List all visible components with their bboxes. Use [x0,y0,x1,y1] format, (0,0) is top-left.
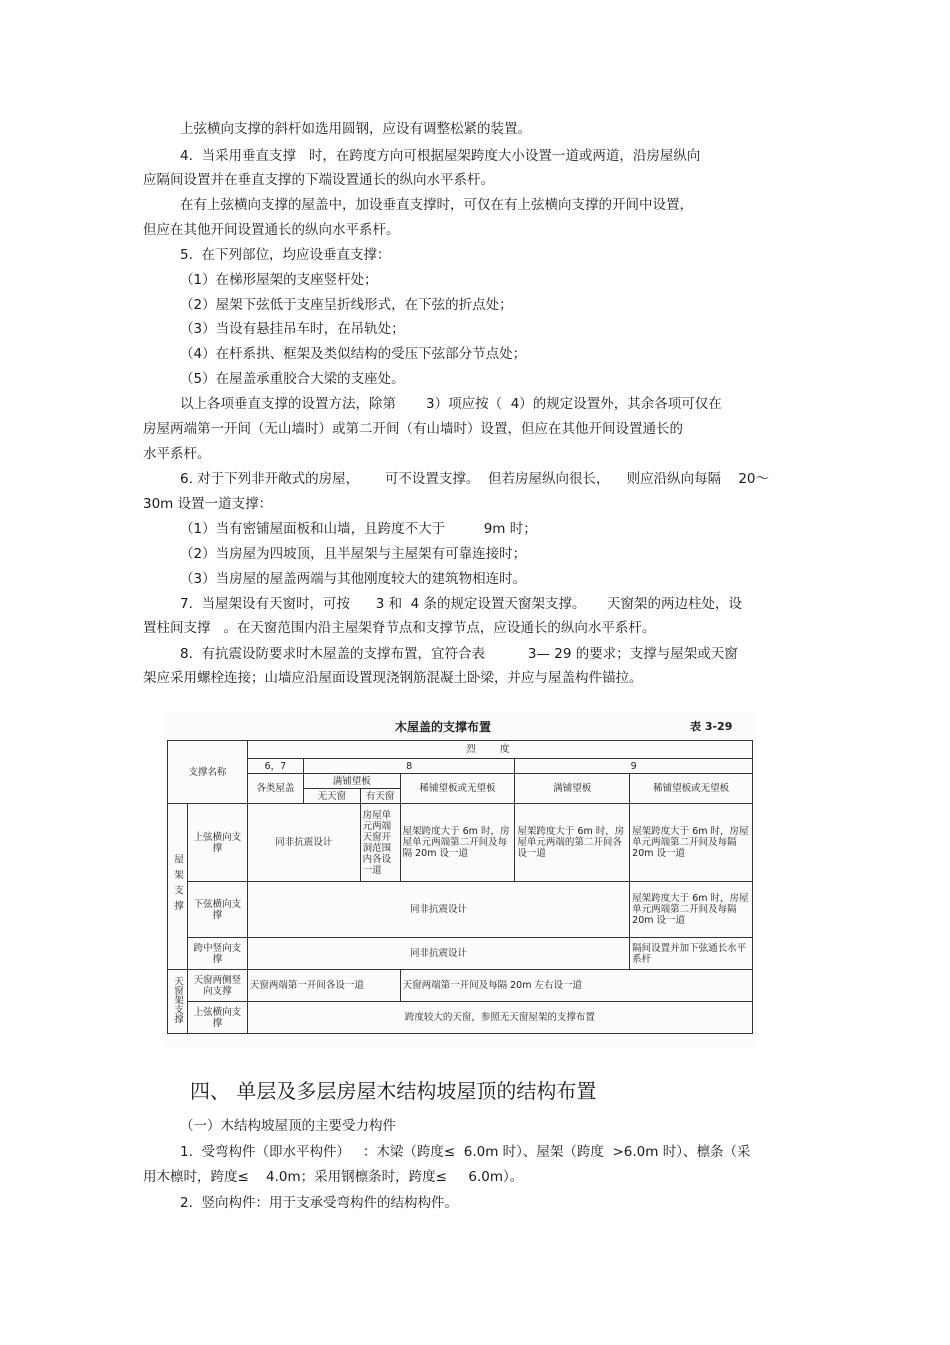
table-cell: 隔间设置并加下弦通长水平系杆 [630,938,753,970]
table-cell: 屋架跨度大于 6m 时，房屋单元两端第二开间及每隔 20m 设一道 [630,882,753,938]
section-heading: 四、 单层及多层房屋木结构坡屋顶的结构布置 [190,1079,597,1103]
paragraph-line: 房屋两端第一开间（无山墙时）或第二开间（有山墙时）设置，但应在其他开间设置通长的 [143,421,683,437]
table-cell: 天窗两端第一开间各设一道 [247,970,400,1002]
item-line: 2. 竖向构件：用于支承受弯构件的结构构件。 [180,1195,458,1211]
item-line: 1. 受弯构件（即水平构件） ：木梁（跨度≤ 6.0m 时）、屋架（跨度 >6.0m 时）、檩条（采 [180,1144,751,1160]
table-cell: 屋架跨度大于 6m 时，房屋单元两端第二开间及每隔 20m 设一道 [630,804,753,882]
with-skylight-header: 有天窗 [360,789,400,804]
paragraph-line: （4）在杆系拱、框架及类似结构的受压下弦部分节点处； [180,346,527,362]
table-title: 木屋盖的支撑布置 [395,720,492,734]
support-name-header: 支撑名称 [168,741,248,804]
item-line: 用木檩时，跨度≤ 4.0m；采用钢檩条时，跨度≤ 6.0m）。 [143,1169,524,1185]
paragraph-line: （2）当房屋为四坡顶，且半屋架与主屋架有可靠连接时； [180,546,527,562]
subsection-title: （一）木结构坡屋顶的主要受力构件 [180,1118,396,1134]
table-cell: 同非抗震设计 [247,804,360,882]
paragraph-line: 8. 有抗震设防要求时木屋盖的支撑布置，宜符合表 3— 29 的要求；支撑与屋架或天窗 [180,646,738,662]
paragraph-line: 以上各项垂直支撑的设置方法，除第 3）项应按（ 4）的规定设置外，其余各项可仅在 [180,396,722,412]
group-roof-truss: 屋架支撑 [168,804,188,970]
paragraph-line: （1）在梯形屋架的支座竖杆处； [180,272,378,288]
sparse-board-header-9: 稀铺望板或无望板 [630,774,753,804]
table-cell: 天窗两端第一开间及每隔 20m 左右设一道 [400,970,752,1002]
paragraph-line: （1）当有密铺屋面板和山墙，且跨度不大于 9m 时； [180,521,537,537]
row-name: 上弦横向支撑 [187,804,247,882]
row-name: 下弦横向支撑 [187,882,247,938]
paragraph-line: 上弦横向支撑的斜杆如选用圆钢，应设有调整松紧的装置。 [180,121,531,137]
table-cell: 房屋单元两端天窗开洞范围内各设一道 [360,804,400,882]
paragraph-line: 5. 在下列部位，均应设垂直支撑： [180,247,391,263]
roof-all-header: 各类屋盖 [247,774,303,804]
level-8: 8 [303,759,515,774]
sparse-board-header: 稀铺望板或无望板 [400,774,515,804]
level-67: 6，7 [247,759,303,774]
row-name: 上弦横向支撑 [187,1002,247,1034]
paragraph-line: 30m 设置一道支撑： [143,496,273,512]
table-number: 表 3-29 [690,720,733,733]
paragraph-line: （3）当房屋的屋盖两端与其他刚度较大的建筑物相连时。 [180,571,527,587]
support-layout-table [167,740,753,1034]
full-board-header: 满铺望板 [303,774,400,789]
table-cell: 跨度较大的天窗，参照无天窗屋架的支撑布置 [247,1002,752,1034]
paragraph-line: 7. 当屋架设有天窗时，可按 3 和 4 条的规定设置天窗架支撑。 天窗架的两边柱处，设 [180,596,743,612]
table-cell: 屋架跨度大于 6m 时，房屋单元两端的第二开间各设一道 [515,804,630,882]
paragraph-line: （3）当设有悬挂吊车时，在吊轨处； [180,321,405,337]
table-cell: 屋架跨度大于 6m 时，房屋单元两端第二开间及每隔 20m 设一道 [400,804,515,882]
paragraph-line: 架应采用螺栓连接；山墙应沿屋面设置现浇钢筋混凝土卧梁，并应与屋盖构件锚拉。 [143,670,643,686]
paragraph-line: （2）屋架下弦低于支座呈折线形式，在下弦的折点处； [180,297,513,313]
paragraph-line: 置柱间支撑 。在天窗范围内沿主屋架脊节点和支撑节点，应设通长的纵向水平系杆。 [143,620,656,636]
row-name: 跨中竖向支撑 [187,938,247,970]
intensity-header: 烈度 [247,741,752,759]
paragraph-line: 应隔间设置并在垂直支撑的下端设置通长的纵向水平系杆。 [143,172,494,188]
group-skylight: 天窗架支撑 [168,970,188,1034]
full-board-header-9: 满铺望板 [515,774,630,804]
paragraph-line: 4. 当采用垂直支撑 时，在跨度方向可根据屋架跨度大小设置一道或两道，沿房屋纵向 [180,148,701,164]
paragraph-line: 6. 对于下列非开敞式的房屋， 可不设置支撑。 但若房屋纵向很长， 则应沿纵向每隔 20～ [180,471,770,487]
level-9: 9 [515,759,753,774]
table-cell: 同非抗震设计 [247,938,629,970]
paragraph-line: 但应在其他开间设置通长的纵向水平系杆。 [143,222,400,238]
row-name: 天窗两侧竖向支撑 [187,970,247,1002]
paragraph-line: 在有上弦横向支撑的屋盖中，加设垂直支撑时，可仅在有上弦横向支撑的开间中设置， [180,197,693,213]
paragraph-line: 水平系杆。 [143,446,211,462]
no-skylight-header: 无天窗 [303,789,360,804]
table-cell: 同非抗震设计 [247,882,629,938]
paragraph-line: （5）在屋盖承重胶合大梁的支座处。 [180,371,405,387]
